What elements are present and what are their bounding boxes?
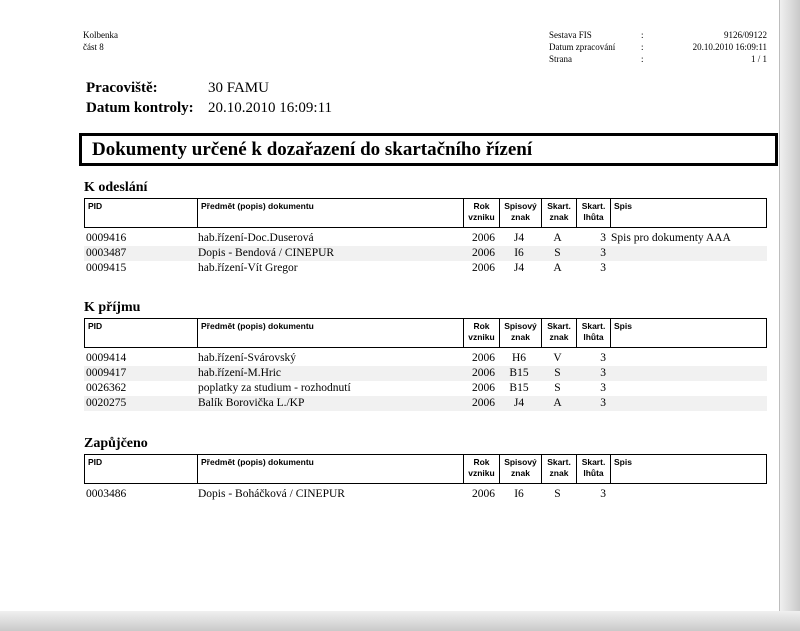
workplace-line: [86, 79, 269, 98]
header-left: [83, 29, 118, 53]
cell-file: B15: [509, 367, 529, 379]
cell-subject: hab.řízení-Svárovský: [198, 352, 297, 364]
cell-shred: S: [554, 247, 561, 259]
cell-shred: A: [553, 262, 562, 274]
cell-pid: 0009416: [86, 232, 127, 244]
cell-shred: A: [553, 397, 562, 409]
cell-year: 2006: [472, 352, 495, 364]
page-shadow-bottom: [0, 611, 800, 631]
cell-subject: Dopis - Boháčková / CINEPUR: [198, 488, 345, 500]
cell-year: 2006: [472, 382, 495, 394]
processed-date-sep: :: [641, 42, 644, 52]
column-header-subject: Předmět (popis) dokumentu: [197, 319, 463, 347]
cell-subject: poplatky za studium - rozhodnutí: [198, 382, 351, 394]
cell-pid: 0020275: [86, 397, 127, 409]
column-header-subject: Předmět (popis) dokumentu: [197, 199, 463, 227]
column-header-period: Skart. lhůta: [576, 319, 610, 347]
cell-spis: Spis pro dokumenty AAA: [611, 232, 731, 244]
column-header-spis: Spis: [610, 199, 766, 227]
table-header: [84, 198, 767, 228]
org-name: Kolbenka: [83, 30, 118, 40]
cell-shred: A: [553, 232, 562, 244]
column-header-file: Spisový znak: [499, 319, 541, 347]
cell-pid: 0009417: [86, 367, 127, 379]
cell-pid: 0009415: [86, 262, 127, 274]
table-row: [84, 246, 767, 261]
cell-file: I6: [514, 488, 524, 500]
cell-year: 2006: [472, 397, 495, 409]
table-header: [84, 318, 767, 348]
cell-year: 2006: [472, 262, 495, 274]
org-part: část 8: [83, 42, 104, 52]
table-header: [84, 454, 767, 484]
workplace-label: Pracoviště:: [86, 80, 158, 96]
section-title: K odeslání: [84, 180, 148, 195]
cell-period: 3: [600, 397, 606, 409]
cell-period: 3: [600, 262, 606, 274]
report-id-sep: :: [641, 30, 644, 40]
cell-shred: V: [553, 352, 562, 364]
column-header-period: Skart. lhůta: [576, 199, 610, 227]
column-header-pid: PID: [88, 321, 103, 331]
cell-pid: 0003487: [86, 247, 127, 259]
page-number-value: 1 / 1: [750, 54, 767, 64]
cell-subject: hab.řízení-Doc.Duserová: [198, 232, 314, 244]
cell-year: 2006: [472, 488, 495, 500]
cell-file: B15: [509, 382, 529, 394]
cell-pid: 0009414: [86, 352, 127, 364]
cell-shred: S: [554, 367, 561, 379]
table-row: [84, 366, 767, 381]
column-header-year: Rok vzniku: [463, 319, 499, 347]
cell-year: 2006: [472, 232, 495, 244]
cell-pid: 0003486: [86, 488, 127, 500]
column-header-period: Skart. lhůta: [576, 455, 610, 483]
column-header-spis: Spis: [610, 319, 766, 347]
section-title: K příjmu: [84, 300, 141, 315]
cell-file: J4: [513, 232, 525, 244]
page-number-label: Strana: [549, 54, 572, 64]
cell-year: 2006: [472, 367, 495, 379]
cell-subject: hab.řízení-M.Hric: [198, 367, 282, 379]
cell-subject: hab.řízení-Vít Gregor: [198, 262, 298, 274]
cell-shred: S: [554, 382, 561, 394]
cell-period: 3: [600, 232, 606, 244]
cell-year: 2006: [472, 247, 495, 259]
cell-period: 3: [600, 488, 606, 500]
table-row: [84, 381, 767, 396]
cell-period: 3: [600, 382, 606, 394]
cell-shred: S: [554, 488, 561, 500]
report-id-label: Sestava FIS: [549, 30, 592, 40]
report-id-row: [549, 29, 767, 41]
column-header-pid: PID: [88, 457, 103, 467]
cell-file: J4: [513, 397, 525, 409]
table-row: [84, 261, 767, 276]
header-right: [549, 29, 767, 65]
processed-date-value: 20.10.2010 16:09:11: [692, 42, 767, 52]
check-date-label: Datum kontroly:: [86, 100, 194, 116]
cell-file: J4: [513, 262, 525, 274]
check-date-line: [86, 99, 332, 118]
table-row: [84, 396, 767, 411]
column-header-file: Spisový znak: [499, 199, 541, 227]
table-row: [84, 231, 767, 246]
cell-period: 3: [600, 247, 606, 259]
workplace-value: 30 FAMU: [208, 80, 269, 96]
cell-subject: Dopis - Bendová / CINEPUR: [198, 247, 335, 259]
column-header-spis: Spis: [610, 455, 766, 483]
page-number-sep: :: [641, 54, 644, 64]
cell-file: H6: [511, 352, 527, 364]
cell-period: 3: [600, 352, 606, 364]
cell-subject: Balík Borovička L./KP: [198, 397, 305, 409]
column-header-shred: Skart. znak: [541, 319, 576, 347]
column-header-year: Rok vzniku: [463, 199, 499, 227]
cell-file: I6: [514, 247, 524, 259]
processed-date-label: Datum zpracování: [549, 42, 616, 52]
page-number-row: [549, 53, 767, 65]
table-row: [84, 351, 767, 366]
column-header-file: Spisový znak: [499, 455, 541, 483]
section-title: Zapůjčeno: [84, 436, 148, 451]
column-header-shred: Skart. znak: [541, 199, 576, 227]
column-header-year: Rok vzniku: [463, 455, 499, 483]
check-date-value: 20.10.2010 16:09:11: [208, 100, 333, 116]
report-title: Dokumenty určené k dozařazení do skartačního řízení: [79, 133, 778, 166]
table-row: [84, 487, 767, 502]
page-shadow-right: [780, 0, 800, 631]
column-header-pid: PID: [88, 201, 103, 211]
processed-date-row: [549, 41, 767, 53]
cell-period: 3: [600, 367, 606, 379]
column-header-shred: Skart. znak: [541, 455, 576, 483]
report-id-value: 9126/09122: [723, 30, 767, 40]
cell-pid: 0026362: [86, 382, 127, 394]
column-header-subject: Předmět (popis) dokumentu: [197, 455, 463, 483]
